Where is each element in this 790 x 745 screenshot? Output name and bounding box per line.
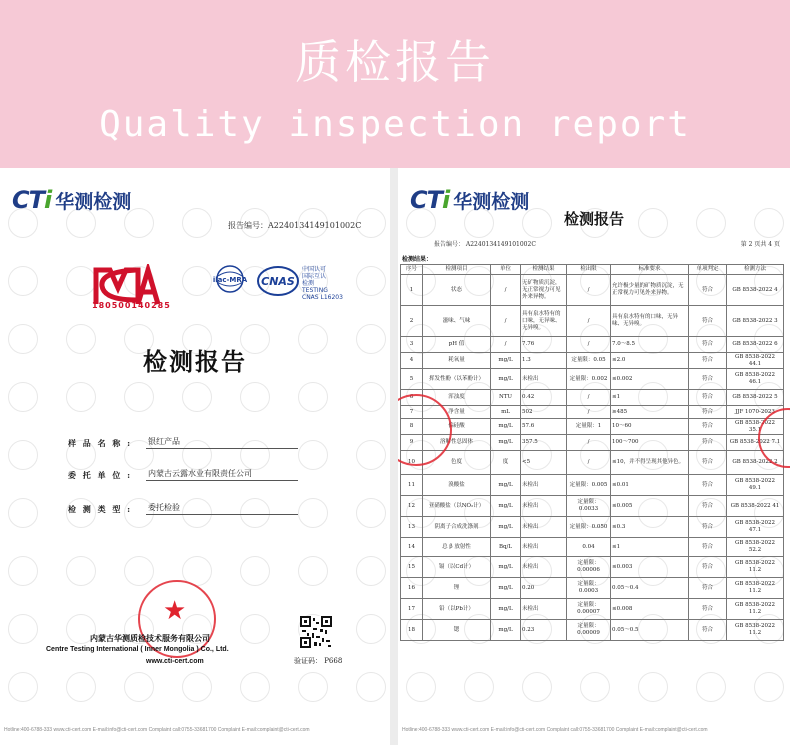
table-cell: 偏硅酸 xyxy=(423,419,491,435)
table-cell: 13 xyxy=(401,517,423,538)
table-cell: 0.05～0.4 xyxy=(611,578,689,599)
table-cell: GB 8538-2022 49.1 xyxy=(727,475,784,496)
table-cell: 具有泉水特有的口味，无异味、无异嗅。 xyxy=(611,306,689,337)
table-cell: 挥发性酚（以苯酚计） xyxy=(423,369,491,390)
table-row xyxy=(401,390,784,406)
table-cell: GB 8538-2022 3 xyxy=(727,306,784,337)
table-cell: 耗氧量 xyxy=(423,353,491,369)
verification-code: 验证码： P668 xyxy=(294,657,343,665)
sample-name-field xyxy=(68,436,298,449)
table-body xyxy=(401,275,784,641)
header-banner xyxy=(0,0,790,168)
table-cell: GB 8538-2022 6 xyxy=(727,337,784,353)
table-cell: 允许极少量的矿物质沉淀，无正常视力可见外来异物。 xyxy=(611,275,689,306)
table-cell: / xyxy=(567,306,611,337)
table-row xyxy=(401,578,784,599)
table-row xyxy=(401,419,784,435)
table-cell: mL xyxy=(491,406,521,419)
table-cell: 未检出 xyxy=(521,369,567,390)
company-name-en: Centre Testing International ( Inner Mongolia ) Co., Ltd. xyxy=(46,646,229,653)
table-cell: ≤0.005 xyxy=(611,496,689,517)
table-cell: ≤0.002 xyxy=(611,369,689,390)
watermark-icon xyxy=(356,266,386,296)
table-cell: mg/L xyxy=(491,578,521,599)
table-cell: 1.3 xyxy=(521,353,567,369)
table-cell: 1 xyxy=(401,275,423,306)
table-cell: / xyxy=(567,406,611,419)
watermark-icon xyxy=(8,556,38,586)
table-cell: 符合 xyxy=(689,517,727,538)
table-cell: 亚硝酸盐（以NO₂计） xyxy=(423,496,491,517)
table-cell: 未检出 xyxy=(521,475,567,496)
table-row xyxy=(401,275,784,306)
table-cell: GB 8538-2022 44.1 xyxy=(727,353,784,369)
table-cell: / xyxy=(491,337,521,353)
field-label: 检 测 类 型 : xyxy=(68,504,133,514)
watermark-icon xyxy=(356,614,386,644)
table-cell: GB 8538-2022 11.2 xyxy=(727,578,784,599)
report-title: 检测报告 xyxy=(143,347,247,376)
table-cell: mg/L xyxy=(491,599,521,620)
table-cell: 8 xyxy=(401,419,423,435)
table-cell: 符合 xyxy=(689,390,727,406)
watermark-icon xyxy=(298,498,328,528)
table-cell: 具有泉水特有的口味，无异味、无异嗅。 xyxy=(521,306,567,337)
watermark-icon xyxy=(8,382,38,412)
watermark-icon xyxy=(638,672,668,702)
watermark-icon xyxy=(298,382,328,412)
table-cell: mg/L xyxy=(491,435,521,451)
watermark-icon xyxy=(522,672,552,702)
watermark-icon xyxy=(356,498,386,528)
cti-logo-mark: CTi xyxy=(12,186,52,214)
table-cell: GB 8538-2022 46.1 xyxy=(727,369,784,390)
table-row xyxy=(401,337,784,353)
table-cell: 符合 xyxy=(689,557,727,578)
table-cell: ≤0.01 xyxy=(611,475,689,496)
table-cell: 0.23 xyxy=(521,620,567,641)
table-cell: 镉（以Cd计） xyxy=(423,557,491,578)
table-cell: 溴酸盐 xyxy=(423,475,491,496)
page-number: 第 2 页共 4 页 xyxy=(740,241,780,248)
results-table xyxy=(400,264,784,641)
test-type-field xyxy=(68,502,298,515)
cnas-label: CNAS xyxy=(261,275,295,288)
watermark-icon xyxy=(356,556,386,586)
column-header: 检测方法 xyxy=(727,265,784,275)
table-cell: 符合 xyxy=(689,578,727,599)
table-cell: / xyxy=(491,275,521,306)
table-cell: 符合 xyxy=(689,275,727,306)
watermark-icon xyxy=(580,672,610,702)
company-name-cn: 内蒙古华测质检技术服务有限公司 xyxy=(90,633,210,643)
table-cell: ≥485 xyxy=(611,406,689,419)
field-label: 委 托 单 位 : xyxy=(68,470,133,480)
table-cell: 502 xyxy=(521,406,567,419)
table-cell: / xyxy=(567,451,611,475)
table-cell: 定量限：0.0033 xyxy=(567,496,611,517)
table-cell: JJF 1070-2023 xyxy=(727,406,784,419)
table-cell: 净含量 xyxy=(423,406,491,419)
table-cell: 3 xyxy=(401,337,423,353)
banner-subtitle: Quality inspection report xyxy=(99,104,691,145)
page-footer: Hotline:400-6788-333 www.cti-cert.com E-mail:info@cti-cert.com Complaint call:0755-33681700 Complaint E-mail:complaint@cti-cert.com xyxy=(402,727,708,733)
ilac-mra-logo-icon xyxy=(208,264,252,298)
table-cell: 锶 xyxy=(423,620,491,641)
cnas-line: CNAS L16203 xyxy=(302,294,343,301)
cnas-line: TESTING xyxy=(302,287,328,294)
table-cell: GB 8538-2022 11.2 xyxy=(727,599,784,620)
table-cell: 9 xyxy=(401,435,423,451)
table-cell: 7 xyxy=(401,406,423,419)
table-cell: 符合 xyxy=(689,620,727,641)
table-cell: 15 xyxy=(401,557,423,578)
table-cell: 10～60 xyxy=(611,419,689,435)
brand-name: 华测检测 xyxy=(453,190,530,213)
watermark-icon xyxy=(240,672,270,702)
report-title: 检测报告 xyxy=(563,210,624,228)
table-cell: 符合 xyxy=(689,435,727,451)
report-results-page xyxy=(398,168,790,745)
column-header: 单位 xyxy=(491,265,521,275)
table-cell: 定量限：0.00009 xyxy=(567,620,611,641)
watermark-icon xyxy=(8,266,38,296)
table-header-row xyxy=(401,265,784,275)
table-cell: 14 xyxy=(401,538,423,557)
table-cell: mg/L xyxy=(491,369,521,390)
watermark-icon xyxy=(8,440,38,470)
table-cell: mg/L xyxy=(491,475,521,496)
watermark-icon xyxy=(182,382,212,412)
watermark-icon xyxy=(8,614,38,644)
cnas-logo-icon xyxy=(256,264,300,298)
watermark-icon xyxy=(298,440,328,470)
table-cell: / xyxy=(491,306,521,337)
watermark-icon xyxy=(298,556,328,586)
table-cell: 度 xyxy=(491,451,521,475)
qr-code-icon xyxy=(300,616,332,648)
table-cell: 16 xyxy=(401,578,423,599)
table-row xyxy=(401,620,784,641)
watermark-icon xyxy=(66,672,96,702)
table-cell: GB 8538-2022 11.2 xyxy=(727,557,784,578)
table-cell: 符合 xyxy=(689,496,727,517)
report-number: 报告编号： A2240134149101002C xyxy=(434,241,536,248)
table-cell: 未检出 xyxy=(521,557,567,578)
watermark-icon xyxy=(240,614,270,644)
watermark-icon xyxy=(696,672,726,702)
table-row xyxy=(401,451,784,475)
table-cell: 阴离子合成洗涤剂 xyxy=(423,517,491,538)
table-row xyxy=(401,435,784,451)
table-row xyxy=(401,517,784,538)
column-header: 检出限 xyxy=(567,265,611,275)
table-cell: 定量限：0.002 xyxy=(567,369,611,390)
table-cell: 定量限：0.005 xyxy=(567,475,611,496)
table-cell: GB 8538-2022 4 xyxy=(727,275,784,306)
table-cell: mg/L xyxy=(491,557,521,578)
table-cell: 符合 xyxy=(689,451,727,475)
report-number xyxy=(228,220,361,231)
table-cell: mg/L xyxy=(491,353,521,369)
table-cell: 符合 xyxy=(689,538,727,557)
company-website: www.cti-cert.com xyxy=(146,658,204,665)
watermark-icon xyxy=(240,382,270,412)
cma-number: 180500140285 xyxy=(92,301,171,310)
table-cell: GB 8538-2022 11.2 xyxy=(727,620,784,641)
table-cell: mg/L xyxy=(491,517,521,538)
seal-star-icon: ★ xyxy=(163,596,187,626)
table-cell: ≤0.3 xyxy=(611,517,689,538)
table-row xyxy=(401,557,784,578)
table-cell: 状态 xyxy=(423,275,491,306)
table-cell: ≤10，并不得呈现其他异色。 xyxy=(611,451,689,475)
table-cell: 无矿物质沉淀，无正常视力可见外来异物。 xyxy=(521,275,567,306)
watermark-icon xyxy=(240,556,270,586)
table-cell: 6 xyxy=(401,390,423,406)
table-cell: 11 xyxy=(401,475,423,496)
watermark-icon xyxy=(66,382,96,412)
cnas-line: 检测 xyxy=(302,280,315,287)
table-cell: NTU xyxy=(491,390,521,406)
column-header: 序号 xyxy=(401,265,423,275)
page-divider xyxy=(390,168,398,745)
table-cell: 10 xyxy=(401,451,423,475)
table-cell: 符合 xyxy=(689,406,727,419)
table-cell: 357.5 xyxy=(521,435,567,451)
table-cell: pH 值 xyxy=(423,337,491,353)
field-value: 银红产品 xyxy=(146,436,298,449)
watermark-icon xyxy=(124,672,154,702)
watermark-icon xyxy=(406,672,436,702)
report-number-value: A2240134149101002C xyxy=(268,221,362,230)
table-cell: 符合 xyxy=(689,337,727,353)
table-cell: 12 xyxy=(401,496,423,517)
watermark-icon xyxy=(298,672,328,702)
table-cell: 未检出 xyxy=(521,599,567,620)
watermark-icon xyxy=(754,672,784,702)
table-row xyxy=(401,406,784,419)
table-cell: GB 8538-2022 35.1 xyxy=(727,419,784,435)
watermark-icon xyxy=(124,556,154,586)
cnas-line: 国际互认 xyxy=(302,273,327,280)
table-cell: 溶解性总固体 xyxy=(423,435,491,451)
table-cell: 定量限：0.050 xyxy=(567,517,611,538)
table-row xyxy=(401,475,784,496)
table-cell: / xyxy=(567,275,611,306)
table-cell: 7.0～8.5 xyxy=(611,337,689,353)
table-cell: 0.42 xyxy=(521,390,567,406)
table-cell: 7.76 xyxy=(521,337,567,353)
field-value: 委托检验 xyxy=(146,502,298,515)
table-cell: GB 8538-2022 47.1 xyxy=(727,517,784,538)
cnas-line: 中国认可 xyxy=(302,266,327,273)
table-cell: GB 8538-2022 41 xyxy=(727,496,784,517)
table-cell: 符合 xyxy=(689,353,727,369)
report-number-label: 报告编号： xyxy=(228,221,268,230)
table-cell: / xyxy=(567,435,611,451)
table-cell: mg/L xyxy=(491,620,521,641)
table-cell: 定量限：0.05 xyxy=(567,353,611,369)
table-cell: mg/L xyxy=(491,419,521,435)
table-row xyxy=(401,599,784,620)
client-field xyxy=(68,468,298,481)
watermark-icon xyxy=(8,498,38,528)
watermark-icon xyxy=(182,208,212,238)
watermark-icon xyxy=(8,672,38,702)
page-footer: Hotline:400-6788-333 www.cti-cert.com E-mail:info@cti-cert.com Complaint call:0755-33681700 Complaint E-mail:complaint@cti-cert.com xyxy=(4,727,310,733)
brand-name: 华测检测 xyxy=(55,190,132,213)
table-cell: 符合 xyxy=(689,306,727,337)
table-cell: 100～700 xyxy=(611,435,689,451)
table-cell: 符合 xyxy=(689,475,727,496)
table-cell: 滋味、气味 xyxy=(423,306,491,337)
table-cell: 符合 xyxy=(689,599,727,620)
table-cell: ≤1 xyxy=(611,390,689,406)
table-cell: 未检出 xyxy=(521,496,567,517)
table-cell: GB 8538-2022 7.1 xyxy=(727,435,784,451)
table-cell: 5 xyxy=(401,369,423,390)
watermark-icon xyxy=(464,672,494,702)
table-cell: 锂 xyxy=(423,578,491,599)
table-cell: 定量限：0.00007 xyxy=(567,599,611,620)
results-label: 检测结果： xyxy=(402,256,433,263)
field-label: 样 品 名 称 : xyxy=(68,438,133,448)
table-cell: / xyxy=(567,337,611,353)
column-header: 单项判定 xyxy=(689,265,727,275)
table-cell: ≤1 xyxy=(611,538,689,557)
table-cell: 0.20 xyxy=(521,578,567,599)
watermark-icon xyxy=(356,382,386,412)
cti-logo xyxy=(12,186,131,214)
table-cell: 浑浊度 xyxy=(423,390,491,406)
watermark-icon xyxy=(356,440,386,470)
table-cell: 2 xyxy=(401,306,423,337)
table-cell: 定量限：0.00006 xyxy=(567,557,611,578)
table-cell: 符合 xyxy=(689,419,727,435)
table-row xyxy=(401,353,784,369)
table-cell: 0.05～0.5 xyxy=(611,620,689,641)
table-cell: GB 8538-2022 52.2 xyxy=(727,538,784,557)
report-cover-page xyxy=(0,168,390,745)
watermark-icon xyxy=(66,556,96,586)
table-cell: 18 xyxy=(401,620,423,641)
table-cell: 4 xyxy=(401,353,423,369)
table-cell: ≤0.003 xyxy=(611,557,689,578)
table-row xyxy=(401,538,784,557)
table-cell: GB 8538-2022 2 xyxy=(727,451,784,475)
table-cell: 17 xyxy=(401,599,423,620)
watermark-icon xyxy=(182,672,212,702)
field-value: 内蒙古云露水业有限责任公司 xyxy=(146,468,298,481)
table-cell: 铅（以Pb计） xyxy=(423,599,491,620)
table-cell: 57.6 xyxy=(521,419,567,435)
table-row xyxy=(401,306,784,337)
table-cell: 0.04 xyxy=(567,538,611,557)
table-cell: GB 8538-2022 5 xyxy=(727,390,784,406)
watermark-icon xyxy=(124,382,154,412)
cti-logo-mark: CTi xyxy=(410,186,450,214)
table-cell: 定量限：0.0003 xyxy=(567,578,611,599)
table-cell: 色度 xyxy=(423,451,491,475)
watermark-icon xyxy=(356,672,386,702)
ilac-label: ilac-MRA xyxy=(212,276,248,284)
table-cell: 总 β 放射性 xyxy=(423,538,491,557)
table-row xyxy=(401,369,784,390)
table-cell: <5 xyxy=(521,451,567,475)
table-cell: Bq/L xyxy=(491,538,521,557)
column-header: 检测项目 xyxy=(423,265,491,275)
banner-title: 质检报告 xyxy=(295,35,495,89)
column-header: 标准要求 xyxy=(611,265,689,275)
table-cell: 未检出 xyxy=(521,517,567,538)
column-header: 检测结果 xyxy=(521,265,567,275)
table-row xyxy=(401,496,784,517)
table-cell: / xyxy=(567,390,611,406)
table-cell: ≤0.008 xyxy=(611,599,689,620)
table-cell: 未检出 xyxy=(521,538,567,557)
table-cell: 符合 xyxy=(689,369,727,390)
table-cell: mg/L xyxy=(491,496,521,517)
table-cell: 定量限：1 xyxy=(567,419,611,435)
table-cell: ≤2.0 xyxy=(611,353,689,369)
cnas-accreditation-text xyxy=(302,266,343,301)
